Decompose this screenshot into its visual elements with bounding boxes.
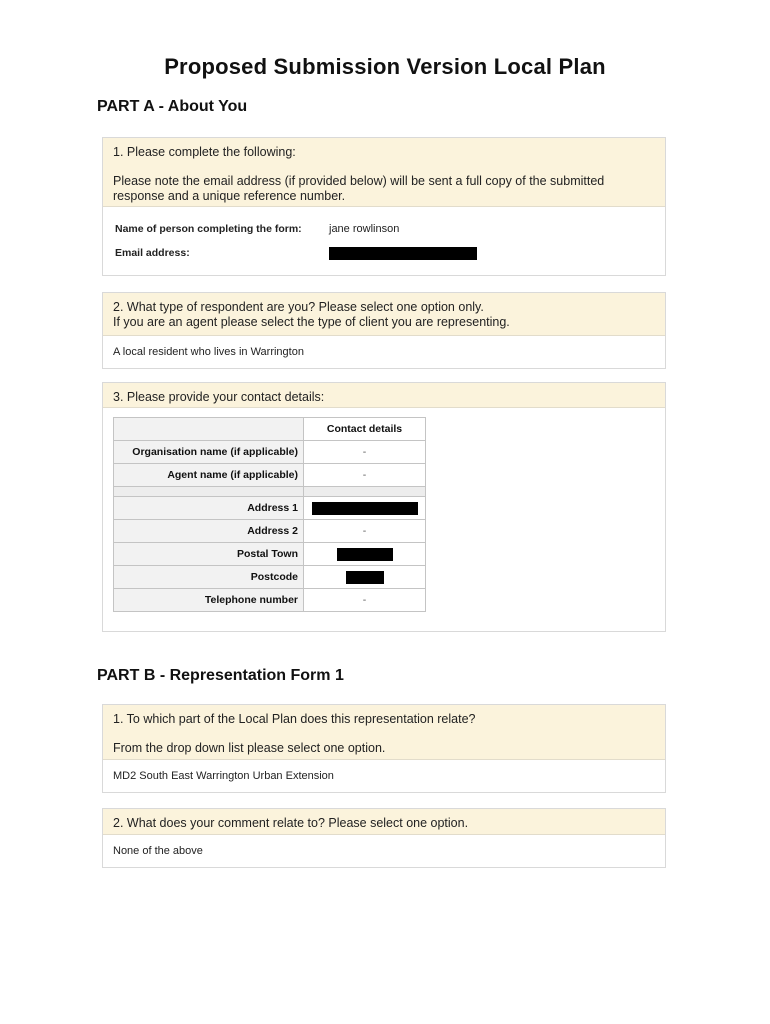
postcode-redaction [346, 571, 384, 584]
table-row [114, 566, 426, 589]
contact-table-wrap [103, 408, 665, 612]
part-b-question-2-box [102, 808, 666, 868]
question-2-answer: A local resident who lives in Warrington [113, 346, 304, 358]
spacer-cell [304, 487, 426, 497]
row-label: Postal Town [114, 543, 304, 566]
part-b-question-1-answer: MD2 South East Warrington Urban Extension [113, 770, 334, 782]
table-row [114, 589, 426, 612]
contact-details-header: Contact details [304, 418, 426, 441]
table-corner [114, 418, 304, 441]
question-2-text: 2. What type of respondent are you? Please select one option only. [113, 300, 484, 314]
question-1-header [103, 138, 665, 207]
row-label: Telephone number [114, 589, 304, 612]
email-label: Email address: [115, 247, 190, 259]
question-1-box [102, 137, 666, 276]
page-title: Proposed Submission Version Local Plan [164, 54, 606, 79]
row-value [304, 566, 426, 589]
email-redaction [329, 247, 477, 260]
row-value: - [304, 520, 426, 543]
part-b-question-1-box [102, 704, 666, 793]
row-label: Address 1 [114, 497, 304, 520]
row-label: Address 2 [114, 520, 304, 543]
row-label: Agent name (if applicable) [114, 464, 304, 487]
row-label: Organisation name (if applicable) [114, 441, 304, 464]
email-row [115, 241, 653, 265]
spacer-cell [114, 487, 304, 497]
question-1-text: 1. Please complete the following: [113, 145, 296, 159]
question-1-body [103, 207, 665, 275]
name-row [115, 217, 653, 241]
postal-town-redaction [337, 548, 393, 561]
question-2-note: If you are an agent please select the type of client you are representing. [113, 315, 510, 329]
part-b-question-1-note: From the drop down list please select one option. [113, 741, 386, 755]
table-spacer-row [114, 487, 426, 497]
row-label: Postcode [114, 566, 304, 589]
question-3-box [102, 382, 666, 632]
part-b-question-1-header [103, 705, 665, 760]
table-row [114, 464, 426, 487]
contact-details-table [113, 417, 426, 612]
part-b-question-1-text: 1. To which part of the Local Plan does this representation relate? [113, 712, 476, 726]
part-b-question-2-answer: None of the above [113, 845, 203, 857]
question-2-box [102, 292, 666, 369]
part-b-heading: PART B - Representation Form 1 [97, 667, 344, 684]
table-row [114, 497, 426, 520]
part-b-question-2-header: 2. What does your comment relate to? Please select one option. [103, 809, 665, 835]
question-2-header [103, 293, 665, 336]
name-label: Name of person completing the form: [115, 223, 302, 235]
part-a-heading: PART A - About You [97, 98, 248, 115]
row-value: - [304, 589, 426, 612]
table-row [114, 543, 426, 566]
address1-redaction [312, 502, 418, 515]
row-value: - [304, 464, 426, 487]
row-value: - [304, 441, 426, 464]
row-value [304, 497, 426, 520]
table-row [114, 441, 426, 464]
question-3-header: 3. Please provide your contact details: [103, 383, 665, 408]
name-value: jane rowlinson [329, 223, 400, 235]
row-value [304, 543, 426, 566]
table-row [114, 520, 426, 543]
question-1-note: Please note the email address (if provided below) will be sent a full copy of the submitted response and a unique reference number. [113, 174, 605, 203]
